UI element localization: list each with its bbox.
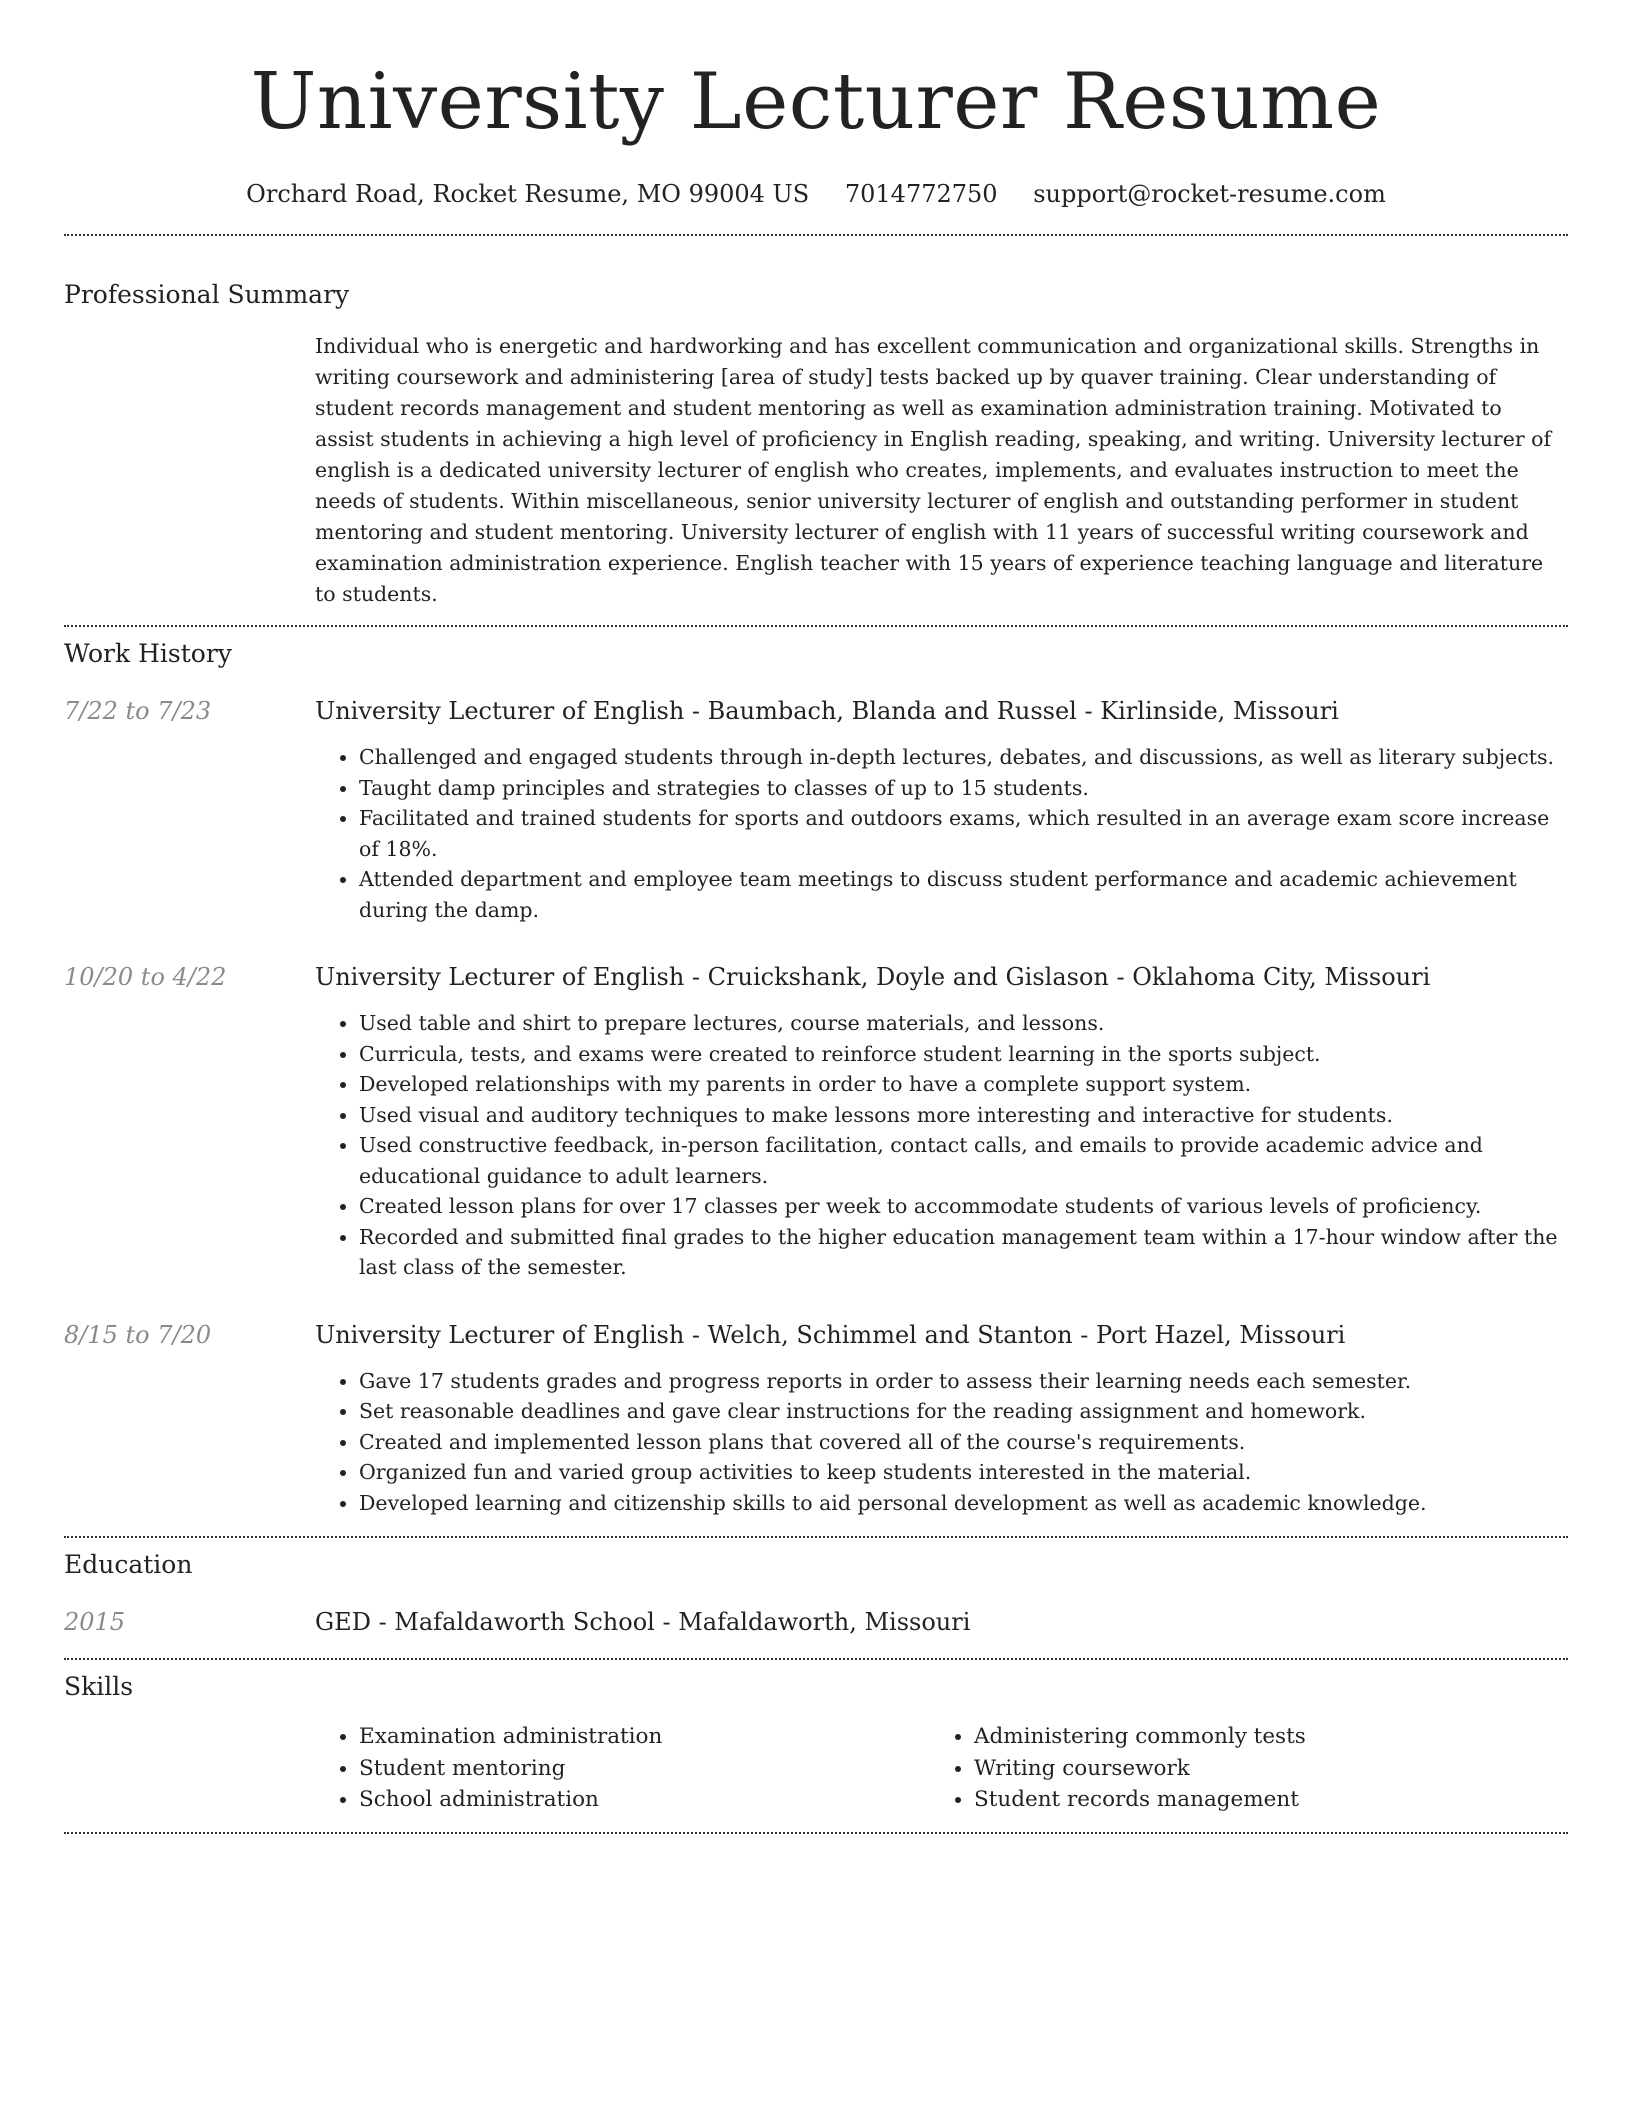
- skills-column-right: [930, 1721, 1545, 1816]
- summary-text: Individual who is energetic and hardworking and has excellent communication and organizational skills. Strengths in writing coursework and administering [area of study] tests backed up by quaver training. Clear understanding of student records management and student mentoring as well as examination administration training. Motivated to assist students in achieving a high level of proficiency in English reading, speaking, and writing. University lecturer of english is a dedicated university lecturer of english who creates, implements, and evaluates instruction to meet the needs of students. Within miscellaneous, senior university lecturer of english and outstanding performer in student mentoring and student mentoring. University lecturer of english with 11 years of successful writing coursework and examination administration experience. English teacher with 15 years of experience teaching language and literature to students.: [315, 334, 1552, 606]
- skills-list: [315, 1721, 1568, 1816]
- job-bullet: • Used visual and auditory techniques to make lessons more interesting and interactive for students.: [359, 1100, 1569, 1131]
- contact-line: [64, 178, 1568, 210]
- divider: [64, 625, 1568, 627]
- job-title: University Lecturer of English - Cruickshank, Doyle and Gislason - Oklahoma City, Missouri: [315, 963, 1431, 991]
- contact-email: support@rocket-resume.com: [1033, 180, 1386, 208]
- job-bullet: • Curricula, tests, and exams were created to reinforce student learning in the sports subject.: [359, 1039, 1569, 1070]
- education-entry: [64, 1605, 1568, 1639]
- skill-item: • Administering commonly tests: [974, 1721, 1545, 1753]
- divider: [64, 1832, 1568, 1834]
- job-dates: 7/22 to 7/23: [64, 697, 212, 725]
- skill-item: • Examination administration: [359, 1721, 930, 1753]
- job-title: University Lecturer of English - Welch, Schimmel and Stanton - Port Hazel, Missouri: [315, 1320, 1346, 1349]
- summary-heading: Professional Summary: [64, 280, 350, 309]
- education-year: 2015: [64, 1608, 126, 1636]
- job-bullet: • Challenged and engaged students through in-depth lectures, debates, and discussions, as well as literary subjects.: [359, 742, 1569, 773]
- education-heading: Education: [64, 1550, 193, 1579]
- skill-item: • School administration: [359, 1784, 930, 1816]
- divider: [64, 234, 1568, 236]
- job-bullets: [359, 1366, 1569, 1519]
- job-bullet: • Organized fun and varied group activities to keep students interested in the material.: [359, 1457, 1569, 1488]
- work-history-heading: Work History: [64, 639, 232, 668]
- job-dates: 8/15 to 7/20: [64, 1320, 212, 1349]
- job-bullet: • Attended department and employee team meetings to discuss student performance and academic achievement during the damp.: [359, 864, 1569, 925]
- skill-item: • Writing coursework: [974, 1753, 1545, 1785]
- job-entry: [64, 1318, 1568, 1519]
- job-bullet: • Used table and shirt to prepare lectures, course materials, and lessons.: [359, 1008, 1569, 1039]
- job-bullet: • Set reasonable deadlines and gave clear instructions for the reading assignment and homework.: [359, 1396, 1569, 1427]
- contact-phone: 7014772750: [844, 180, 998, 208]
- skill-item: • Student records management: [974, 1784, 1545, 1816]
- job-bullet: • Facilitated and trained students for sports and outdoors exams, which resulted in an average exam score increase of 18%.: [359, 803, 1569, 864]
- job-bullets: [359, 742, 1569, 925]
- divider: [64, 1658, 1568, 1660]
- contact-address: Orchard Road, Rocket Resume, MO 99004 US: [246, 180, 810, 208]
- job-entry: [64, 960, 1568, 1283]
- skills-heading: Skills: [64, 1672, 134, 1701]
- job-entry: [64, 694, 1568, 925]
- skills-column-left: [315, 1721, 930, 1816]
- resume-title: University Lecturer Resume: [250, 57, 1382, 147]
- job-dates: 10/20 to 4/22: [64, 963, 227, 991]
- skill-item: • Student mentoring: [359, 1753, 930, 1785]
- job-bullet: • Developed learning and citizenship skills to aid personal development as well as academic knowledge.: [359, 1488, 1569, 1519]
- job-bullet: • Created and implemented lesson plans that covered all of the course's requirements.: [359, 1427, 1569, 1458]
- job-bullet: • Created lesson plans for over 17 classes per week to accommodate students of various levels of proficiency.: [359, 1191, 1569, 1222]
- resume-page: [64, 0, 1568, 1834]
- job-bullet: • Developed relationships with my parents in order to have a complete support system.: [359, 1069, 1569, 1100]
- job-bullet: • Recorded and submitted final grades to the higher education management team within a 17-hour window after the last class of the semester.: [359, 1222, 1569, 1283]
- job-bullet: • Used constructive feedback, in-person facilitation, contact calls, and emails to provide academic advice and educational guidance to adult learners.: [359, 1130, 1569, 1191]
- job-bullets: [359, 1008, 1569, 1283]
- job-bullet: • Taught damp principles and strategies to classes of up to 15 students.: [359, 773, 1569, 804]
- job-bullet: • Gave 17 students grades and progress reports in order to assess their learning needs each semester.: [359, 1366, 1569, 1397]
- divider: [64, 1536, 1568, 1538]
- education-title: GED - Mafaldaworth School - Mafaldaworth, Missouri: [315, 1608, 971, 1636]
- job-title: University Lecturer of English - Baumbach, Blanda and Russel - Kirlinside, Missouri: [315, 697, 1339, 725]
